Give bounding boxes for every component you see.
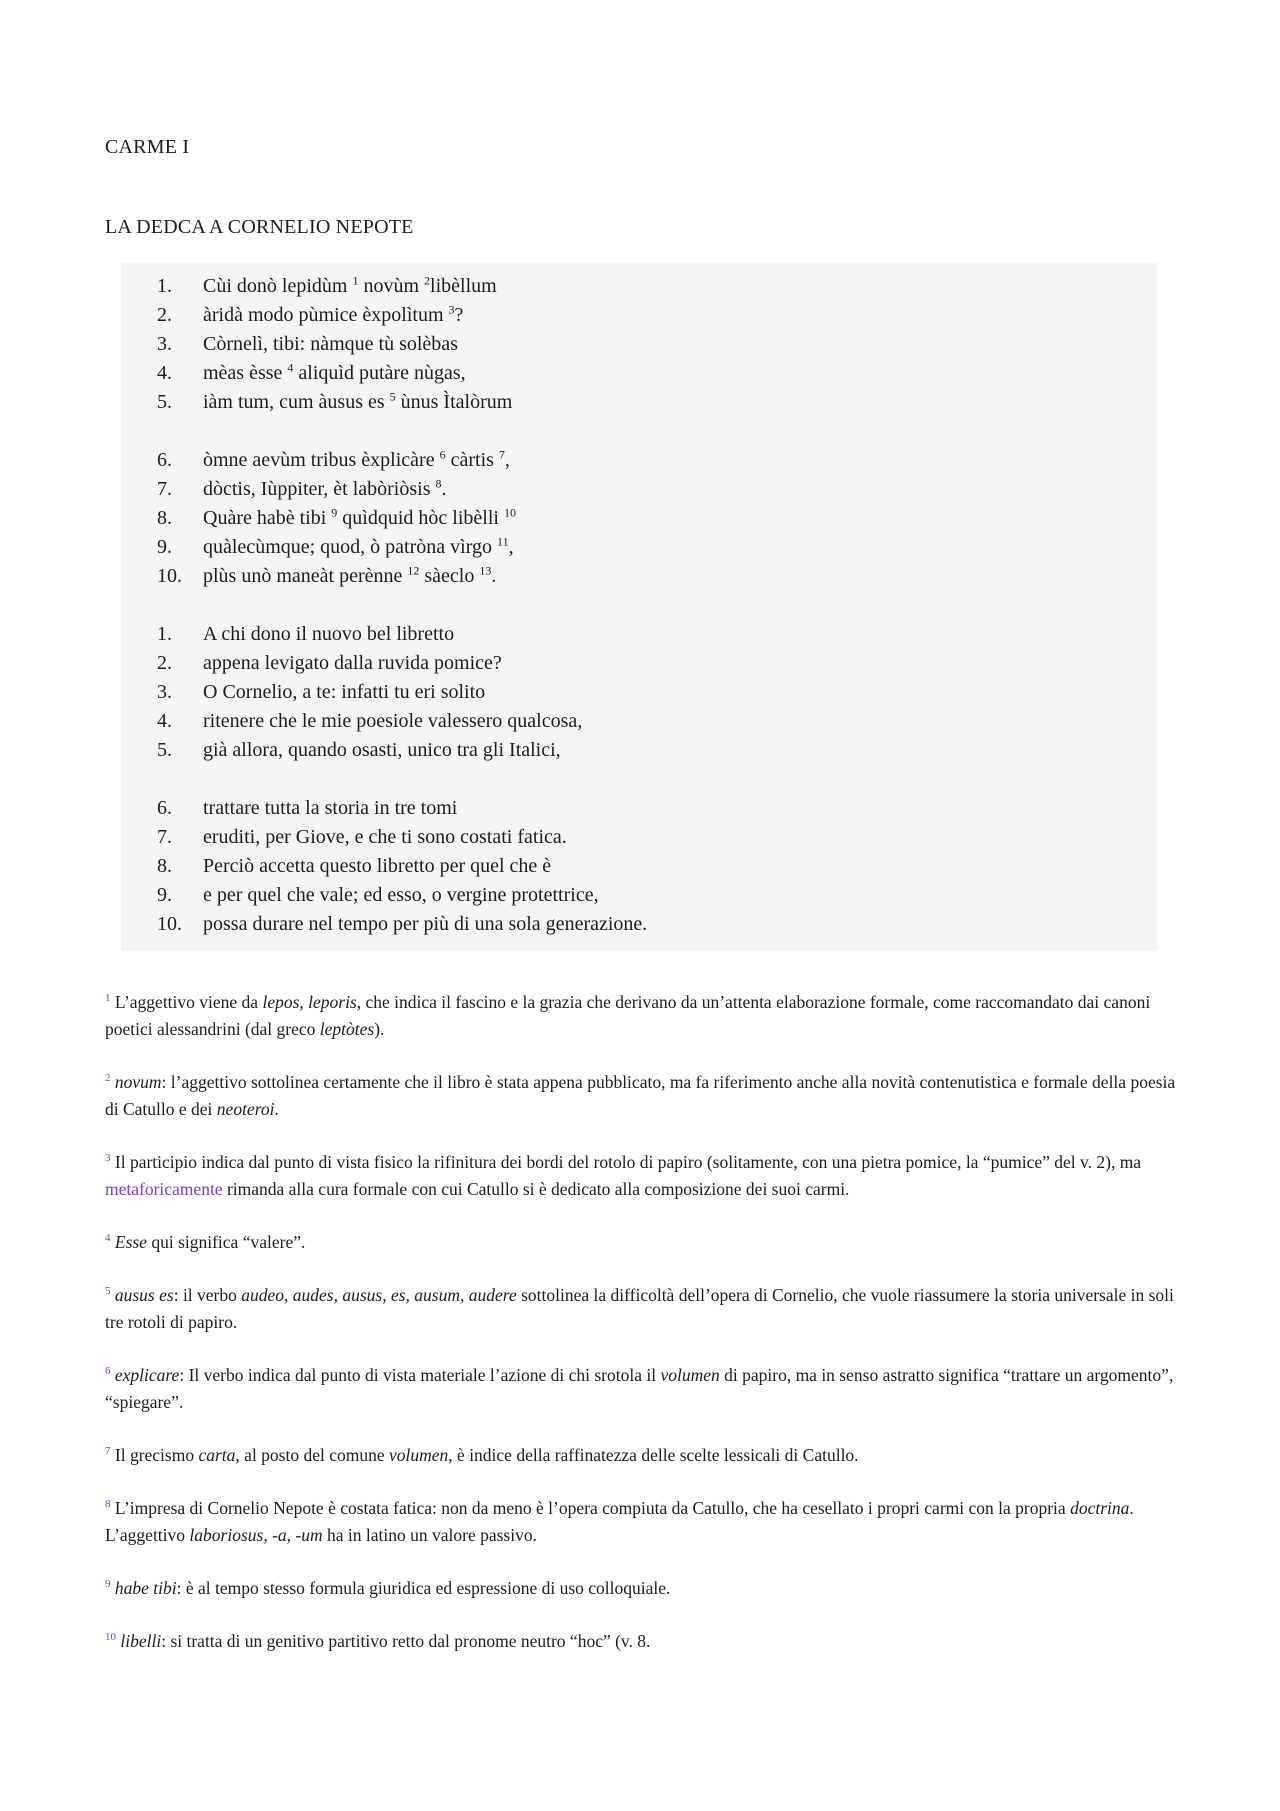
text-segment: plùs unò maneàt perènne — [203, 565, 408, 587]
text-segment: . — [491, 565, 497, 587]
text-segment: ? — [454, 304, 464, 326]
text-segment: explicare — [114, 1365, 180, 1385]
poem-line — [157, 910, 1137, 939]
text-segment: laboriosus, -a, -um — [189, 1525, 323, 1545]
text-segment: dòctis, Iùppiter, èt labòriòsis — [203, 478, 436, 500]
poem-line — [157, 475, 1137, 504]
footnote-marker: 7 — [105, 1445, 111, 1458]
line-text — [203, 388, 512, 417]
poem-block — [121, 263, 1157, 951]
footnote — [105, 1495, 1184, 1549]
footnote-marker: 3 — [105, 1152, 111, 1165]
poem-line — [157, 504, 1137, 533]
footnote-ref: 9 — [331, 505, 338, 520]
text-segment: sàeclo — [419, 565, 480, 587]
text-segment: ùnus Ìtalòrum — [395, 391, 513, 413]
text-segment: sottolinea la difficoltà dell’opera di Cornelio, che vuole riassumere la storia universale in soli tre rotoli di papiro. — [105, 1285, 1179, 1332]
poem-line — [157, 649, 1137, 678]
text-segment: Quàre habè tibi — [203, 507, 332, 529]
line-number: 5. — [157, 739, 172, 761]
footnote-marker: 4 — [105, 1232, 111, 1245]
footnote-marker: 9 — [105, 1578, 111, 1591]
line-text — [203, 852, 551, 881]
text-segment: L’aggettivo viene da — [110, 992, 263, 1012]
page-subtitle: LA DEDCA A CORNELIO NEPOTE — [105, 216, 414, 238]
line-text — [203, 475, 447, 504]
text-segment: càrtis — [445, 449, 499, 471]
line-text — [203, 330, 458, 359]
poem-line — [157, 736, 1137, 765]
italian-translation — [157, 620, 1137, 939]
footnote — [105, 1575, 1184, 1602]
footnote-ref: 10 — [503, 505, 516, 520]
text-segment: quàlecùmque; quod, ò patròna vìrgo — [203, 536, 498, 558]
text-segment: òmne aevùm tribus èxplicàre — [203, 449, 440, 471]
text-segment: Il participio indica dal punto di vista fisico la rifinitura dei bordi del rotolo di papiro (solitamente, con una pietra pomice, la “pumice” del v. 2), ma — [110, 1152, 1146, 1172]
line-number: 5. — [157, 391, 172, 413]
line-text — [203, 272, 497, 301]
text-segment: novum — [114, 1072, 162, 1092]
footnote-ref: 7 — [498, 447, 505, 462]
line-number: 7. — [157, 826, 172, 848]
text-segment: ausus es — [114, 1285, 174, 1305]
text-segment: Il grecismo — [110, 1445, 199, 1465]
text-segment: : Il verbo indica dal punto di vista materiale l’azione di chi srotola il — [179, 1365, 661, 1385]
text-segment: doctrina — [1070, 1498, 1130, 1518]
line-number: 9. — [157, 884, 172, 906]
text-segment: leptòtes — [319, 1019, 375, 1039]
text-segment: trattare tutta la storia in tre tomi — [203, 797, 458, 819]
line-text — [203, 446, 510, 475]
line-text — [203, 881, 599, 910]
line-number: 1. — [157, 623, 172, 645]
text-segment: volumen — [389, 1445, 449, 1465]
text-segment: habe tibi — [114, 1578, 177, 1598]
text-segment: lepos, leporis — [262, 992, 357, 1012]
latin-stanza — [157, 272, 1137, 417]
poem-line — [157, 533, 1137, 562]
text-segment: mèas èsse — [203, 362, 288, 384]
text-segment: : si tratta di un genitivo partitivo retto dal pronome neutro “hoc” (v. 8. — [161, 1631, 651, 1651]
latin-stanza — [157, 446, 1137, 591]
text-segment: carta — [198, 1445, 236, 1465]
footnote — [105, 1628, 1184, 1655]
footnote — [105, 1442, 1184, 1469]
line-text — [203, 736, 561, 765]
footnote-marker: 6 — [105, 1365, 111, 1378]
text-segment: iàm tum, cum àusus es — [203, 391, 390, 413]
poem-line — [157, 330, 1137, 359]
footnote — [105, 1362, 1184, 1416]
poem-line — [157, 272, 1137, 301]
text-segment: àridà modo pùmice èxpolìtum — [203, 304, 449, 326]
text-segment: , è indice della raffinatezza delle scelte lessicali di Catullo. — [448, 1445, 859, 1465]
text-segment: , — [508, 536, 514, 558]
text-segment: e per quel che vale; ed esso, o vergine protettrice, — [203, 884, 599, 906]
line-number: 3. — [157, 333, 172, 355]
text-segment: già allora, quando osasti, unico tra gli Italici, — [203, 739, 561, 761]
line-number: 8. — [157, 855, 172, 877]
footnote-ref: 12 — [407, 563, 420, 578]
footnote-ref: 13 — [479, 563, 492, 578]
poem-line — [157, 881, 1137, 910]
text-segment: Perciò accetta questo libretto per quel che è — [203, 855, 552, 877]
poem-line — [157, 446, 1137, 475]
line-number: 3. — [157, 681, 172, 703]
line-number: 10. — [157, 565, 182, 587]
line-text — [203, 678, 485, 707]
poem-line — [157, 794, 1137, 823]
footnote-ref: 4 — [287, 360, 294, 375]
text-segment: ritenere che le mie poesiole valessero qualcosa, — [203, 710, 583, 732]
footnote — [105, 1069, 1184, 1123]
text-segment: qui significa “valere”. — [146, 1232, 306, 1252]
footnote-marker: 5 — [105, 1285, 111, 1298]
line-text — [203, 504, 516, 533]
page-title: CARME I — [105, 136, 190, 158]
footnote — [105, 989, 1184, 1043]
text-segment: appena levigato dalla ruvida pomice? — [203, 652, 502, 674]
footnote-ref: 1 — [352, 273, 359, 288]
footnote-marker: 1 — [105, 992, 111, 1005]
text-segment: O Cornelio, a te: infatti tu eri solito — [203, 681, 486, 703]
text-segment: novùm — [358, 275, 425, 297]
text-segment: L’impresa di Cornelio Nepote è costata fatica: non da meno è l’opera compiuta da Catullo, che ha cesellato i propri carmi con la propria — [110, 1498, 1071, 1518]
text-segment: aliquìd putàre nùgas, — [293, 362, 466, 384]
text-segment: Cùi donò lepidùm — [203, 275, 353, 297]
text-segment: , che indica il fascino e la grazia che derivano da un’attenta elaborazione formale, come raccomandato dai canoni poetici alessandrini (dal greco — [105, 992, 1155, 1039]
text-segment: ). — [374, 1019, 385, 1039]
line-text — [203, 533, 514, 562]
text-segment: quìdquid hòc libèlli — [337, 507, 504, 529]
text-segment: neoteroi — [216, 1099, 275, 1119]
italian-stanza — [157, 794, 1137, 939]
line-number: 6. — [157, 449, 172, 471]
poem-line — [157, 852, 1137, 881]
line-number: 4. — [157, 362, 172, 384]
line-number: 6. — [157, 797, 172, 819]
line-number: 9. — [157, 536, 172, 558]
text-segment: possa durare nel tempo per più di una sola generazione. — [203, 913, 648, 935]
line-number: 1. — [157, 275, 172, 297]
poem-line — [157, 359, 1137, 388]
line-text — [203, 620, 454, 649]
line-number: 2. — [157, 652, 172, 674]
text-segment: : l’aggettivo sottolinea certamente che il libro è stata appena pubblicato, ma fa riferimento anche alla novità contenutistica e formale della poesia di Catullo e dei — [105, 1072, 1180, 1119]
latin-poem — [157, 272, 1137, 591]
text-segment: ha in latino un valore passivo. — [322, 1525, 537, 1545]
text-segment: Còrnelì, tibi: nàmque tù solèbas — [203, 333, 458, 355]
text-segment: , al posto del comune — [235, 1445, 389, 1465]
text-segment: libèllum — [430, 275, 497, 297]
footnote-ref: 11 — [497, 534, 509, 549]
line-text — [203, 794, 457, 823]
line-number: 2. — [157, 304, 172, 326]
line-number: 8. — [157, 507, 172, 529]
footnote — [105, 1149, 1184, 1203]
footnote-marker: 10 — [105, 1631, 116, 1644]
text-segment: eruditi, per Giove, e che ti sono costati fatica. — [203, 826, 567, 848]
text-segment: Esse — [114, 1232, 147, 1252]
inline-link[interactable]: metaforicamente — [105, 1179, 223, 1199]
text-segment: : il verbo — [173, 1285, 242, 1305]
text-segment: libelli — [120, 1631, 162, 1651]
poem-line — [157, 301, 1137, 330]
text-segment: . — [441, 478, 447, 500]
text-segment: , — [504, 449, 510, 471]
text-segment: rimanda alla cura formale con cui Catullo si è dedicato alla composizione dei suoi carmi. — [222, 1179, 850, 1199]
footnote — [105, 1282, 1184, 1336]
line-text — [203, 649, 502, 678]
text-segment: volumen — [660, 1365, 720, 1385]
text-segment: . — [274, 1099, 279, 1119]
line-number: 10. — [157, 913, 182, 935]
poem-line — [157, 678, 1137, 707]
line-text — [203, 823, 567, 852]
footnote-ref: 2 — [424, 273, 431, 288]
text-segment: audeo, audes, ausus, es, ausum, audere — [241, 1285, 517, 1305]
footnote-ref: 5 — [389, 389, 396, 404]
text-segment: . L’aggettivo — [105, 1498, 1139, 1545]
poem-line — [157, 620, 1137, 649]
footnote — [105, 1229, 1184, 1256]
line-number: 7. — [157, 478, 172, 500]
line-text — [203, 359, 466, 388]
line-text — [203, 301, 463, 330]
italian-stanza — [157, 620, 1137, 765]
footnote-marker: 2 — [105, 1072, 111, 1085]
line-text — [203, 707, 582, 736]
footnotes-section — [105, 989, 1184, 1655]
text-segment: : è al tempo stesso formula giuridica ed espressione di uso colloquiale. — [176, 1578, 671, 1598]
footnote-ref: 8 — [435, 476, 442, 491]
footnote-ref: 3 — [448, 302, 455, 317]
poem-line — [157, 707, 1137, 736]
text-segment: di papiro, ma in senso astratto significa “trattare un argomento”, “spiegare”. — [105, 1365, 1178, 1412]
text-segment: A chi dono il nuovo bel libretto — [203, 623, 455, 645]
line-text — [203, 910, 647, 939]
footnote-ref: 6 — [439, 447, 446, 462]
poem-line — [157, 388, 1137, 417]
line-text — [203, 562, 496, 591]
poem-line — [157, 562, 1137, 591]
line-number: 4. — [157, 710, 172, 732]
poem-line — [157, 823, 1137, 852]
footnote-marker: 8 — [105, 1498, 111, 1511]
